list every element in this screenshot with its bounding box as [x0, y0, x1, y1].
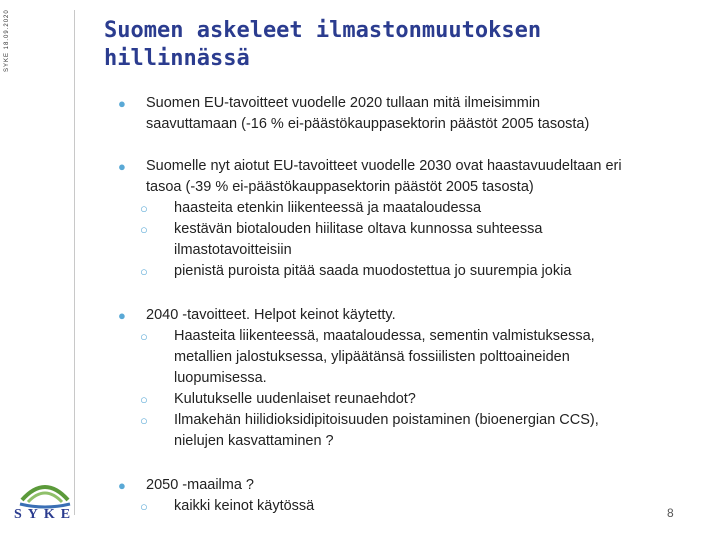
- bullet-line: saavuttamaan (-16 % ei-päästökauppasektorin päästöt 2005 tasosta): [146, 116, 590, 132]
- sub-bullet-line: Haasteita liikenteessä, maataloudessa, sementin valmistuksessa,: [174, 328, 595, 344]
- sub-bullet: [118, 389, 678, 410]
- sub-bullet-ring-icon: ○: [140, 329, 148, 344]
- bullet-2030: [118, 156, 678, 198]
- bullet-2050: [118, 475, 678, 496]
- syke-logo-text: SYKE: [13, 507, 77, 522]
- bullet-line: 2050 -maailma ?: [146, 477, 254, 493]
- sub-bullet-ring-icon: ○: [140, 413, 148, 428]
- sub-bullet-ring-icon: ○: [140, 392, 148, 407]
- bullet-line: tasoa (-39 % ei-päästökauppasektorin päästöt 2005 tasosta): [146, 179, 534, 195]
- bullet-dot-icon: ●: [118, 478, 126, 493]
- page-number: 8: [667, 506, 674, 520]
- bullet-2020: [118, 93, 678, 135]
- bullet-dot-icon: ●: [118, 159, 126, 174]
- vertical-divider: [74, 10, 75, 515]
- sub-bullet: [118, 326, 678, 389]
- sub-bullet: [118, 261, 678, 282]
- sub-bullet: [118, 219, 678, 261]
- sub-bullet-ring-icon: ○: [140, 264, 148, 279]
- sub-bullet-line: kestävän biotalouden hiilitase oltava kunnossa suhteessa: [174, 221, 543, 237]
- sub-bullet-ring-icon: ○: [140, 222, 148, 237]
- bullet-line: Suomelle nyt aiotut EU-tavoitteet vuodelle 2030 ovat haastavuudeltaan eri: [146, 158, 622, 174]
- bullet-dot-icon: ●: [118, 96, 126, 111]
- sub-bullet-line: haasteita etenkin liikenteessä ja maataloudessa: [174, 200, 482, 216]
- sub-bullet: [118, 198, 678, 219]
- bullet-line: Suomen EU-tavoitteet vuodelle 2020 tullaan mitä ilmeisimmin: [146, 95, 541, 111]
- sub-bullet: [118, 410, 678, 452]
- slide-title: Suomen askeleet ilmastonmuutoksen hillinnässä: [104, 18, 542, 71]
- sub-bullet-line: nielujen kasvattaminen ?: [174, 433, 334, 449]
- sub-bullet-line: pienistä puroista pitää saada muodostettua jo suurempia jokia: [174, 263, 572, 279]
- bullet-line: 2040 -tavoitteet. Helpot keinot käytetty.: [146, 307, 396, 323]
- side-date-label: SYKE 18.09.2020: [4, 9, 10, 72]
- slide-content: [118, 93, 678, 517]
- sub-bullet: [118, 496, 678, 517]
- sub-bullet-line: metallien jalostuksessa, ylipäätänsä fossiilisten polttoaineiden: [174, 349, 570, 365]
- sub-bullet-line: kaikki keinot käytössä: [174, 498, 315, 514]
- sub-bullet-line: luopumisessa.: [174, 370, 267, 386]
- bullet-dot-icon: ●: [118, 308, 126, 323]
- sub-bullet-ring-icon: ○: [140, 499, 148, 514]
- bullet-2040: [118, 305, 678, 326]
- sub-bullet-line: Kulutukselle uudenlaiset reunaehdot?: [174, 391, 416, 407]
- sub-bullet-ring-icon: ○: [140, 201, 148, 216]
- sub-bullet-line: ilmastotavoitteisiin: [174, 242, 292, 258]
- sub-bullet-line: Ilmakehän hiilidioksidipitoisuuden poistaminen (bioenergian CCS),: [174, 412, 599, 428]
